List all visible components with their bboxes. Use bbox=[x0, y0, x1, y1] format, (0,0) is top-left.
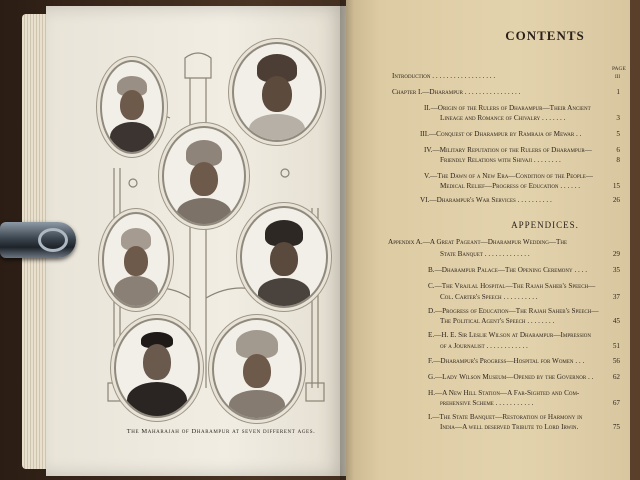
appendix-entry: D.—Progress of Education—The Rajah Saheb's Speech— bbox=[428, 307, 599, 315]
toc-entry: Medical Relief—Progress of Education . . . . . . 15 bbox=[440, 182, 620, 190]
portrait-3 bbox=[162, 126, 246, 226]
toc-entry: V.—The Dawn of a New Era—Condition of the People— bbox=[424, 172, 593, 180]
appendix-entry: Appendix A.—A Great Pageant—Dharampur Wedding—The bbox=[388, 238, 568, 246]
plate-caption: The Maharajah of Dharampur at seven different ages. bbox=[126, 428, 316, 435]
appendix-entry: G.—Lady Wilson Museum—Opened by the Governor . . 62 bbox=[428, 373, 620, 381]
appendix-entry: C.—The Vrajlal Hospital—The Rajah Saheb's Speech— bbox=[428, 282, 596, 290]
toc-entry: Friendly Relations with Shivaji . . . . . . . . 8 bbox=[440, 156, 620, 164]
portrait-2 bbox=[232, 42, 322, 142]
toc-entry: Introduction . . . . . . . . . . . . . . . . . . iii bbox=[392, 72, 620, 80]
portrait-5 bbox=[240, 206, 328, 308]
appendix-entry: E.—H. E. Sir Leslie Wilson at Dharampur—Impression bbox=[428, 331, 591, 339]
portrait-6 bbox=[114, 318, 200, 418]
appendix-entry: I.—The State Banquet—Restoration of Harmony in bbox=[428, 413, 583, 421]
page-column-header: PAGE bbox=[612, 66, 626, 72]
appendix-entry: prehensive Scheme . . . . . . . . . . . 67 bbox=[440, 399, 620, 407]
appendix-entry: State Banquet . . . . . . . . . . . . . 29 bbox=[440, 250, 620, 258]
appendix-entry: B.—Dharampur Palace—The Opening Ceremony . . . . 35 bbox=[428, 266, 620, 274]
toc-entry: VI.—Dharampur's War Services . . . . . . . . . . 26 bbox=[420, 196, 620, 204]
toc-entry: IV.—Military Reputation of the Rulers of Dharampur— 6 bbox=[424, 146, 620, 154]
appendix-entry: of a Journalist . . . . . . . . . . . . 51 bbox=[440, 342, 620, 350]
toc-entry: II.—Origin of the Rulers of Dharampur—Their Ancient bbox=[424, 104, 591, 112]
appendix-entry: H.—A New Hill Station—A Far-Sighted and Com- bbox=[428, 389, 580, 397]
portrait-4 bbox=[102, 212, 170, 308]
appendices-title: APPENDICES. bbox=[511, 220, 579, 230]
portrait-7 bbox=[212, 318, 302, 420]
book-edge bbox=[630, 0, 640, 480]
toc-entry: Lineage and Romance of Chivalry . . . . . . . 3 bbox=[440, 114, 620, 122]
appendix-entry: India—A well deserved Tribute to Lord Irwin. 75 bbox=[440, 423, 620, 431]
book-gutter bbox=[340, 0, 354, 480]
appendix-entry: Col. Carter's Speech . . . . . . . . . . 37 bbox=[440, 293, 620, 301]
portrait-1 bbox=[100, 60, 164, 154]
appendix-entry: F.—Dharampur's Progress—Hospital for Women . . . 56 bbox=[428, 357, 620, 365]
appendix-entry: The Political Agent's Speech . . . . . . . . 45 bbox=[440, 317, 620, 325]
toc-entry: III.—Conquest of Dharampur by Ramraja of Mewar . . 5 bbox=[420, 130, 620, 138]
toc-entry: Chapter I.—Dharampur . . . . . . . . . . . . . . . . 1 bbox=[392, 88, 620, 96]
contents-title: CONTENTS bbox=[505, 28, 585, 43]
page-clip-ring bbox=[38, 228, 68, 252]
